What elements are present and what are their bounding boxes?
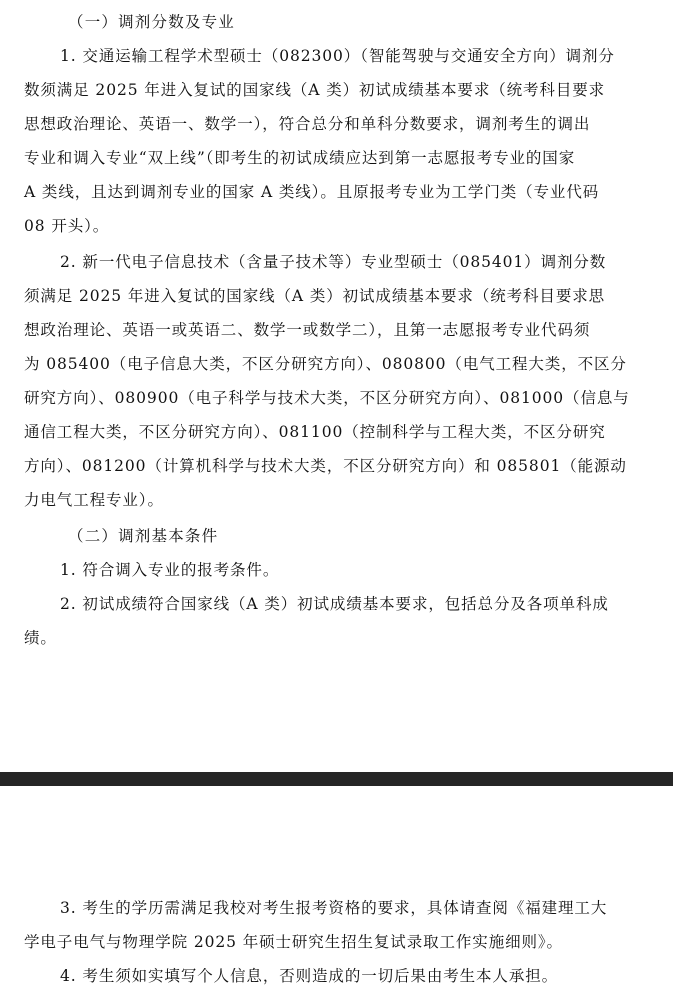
paragraph-line: 数须满足 2025 年进入复试的国家线（A 类）初试成绩基本要求（统考科目要求 xyxy=(24,81,606,99)
paragraph-line: 想政治理论、英语一或英语二、数学一或数学二），且第一志愿报考专业代码须 xyxy=(24,321,591,339)
page-separator xyxy=(0,772,673,786)
paragraph-line: 4. 考生须如实填写个人信息，否则造成的一切后果由考生本人承担。 xyxy=(60,967,559,985)
paragraph-line: 须满足 2025 年进入复试的国家线（A 类）初试成绩基本要求（统考科目要求思 xyxy=(24,287,606,305)
paragraph-line: 方向）、081200（计算机科学与技术大类，不区分研究方向）和 085801（能源动 xyxy=(24,457,627,475)
document-page-bottom xyxy=(0,786,673,1003)
paragraph-line: 1. 交通运输工程学术型硕士（082300）（智能驾驶与交通安全方向）调剂分 xyxy=(60,47,615,65)
paragraph-line: 08 开头）。 xyxy=(24,217,110,235)
section-heading-basic-conditions: （二）调剂基本条件 xyxy=(68,527,219,545)
paragraph-line: 为 085400（电子信息大类，不区分研究方向）、080800（电气工程大类，不区分 xyxy=(24,355,627,373)
paragraph-line: 学电子电气与物理学院 2025 年硕士研究生招生复试录取工作实施细则》。 xyxy=(24,933,563,951)
paragraph-line: 2. 新一代电子信息技术（含量子技术等）专业型硕士（085401）调剂分数 xyxy=(60,253,607,271)
paragraph-line: A 类线，且达到调剂专业的国家 A 类线）。且原报考专业为工学门类（专业代码 xyxy=(24,183,600,201)
paragraph-line: 研究方向）、080900（电子科学与技术大类，不区分研究方向）、081000（信息与 xyxy=(24,389,630,407)
paragraph-line: 专业和调入专业“双上线”（即考生的初试成绩应达到第一志愿报考专业的国家 xyxy=(24,149,576,167)
paragraph-line: 通信工程大类，不区分研究方向）、081100（控制科学与工程大类，不区分研究 xyxy=(24,423,606,441)
paragraph-line: 绩。 xyxy=(24,629,57,647)
paragraph-line: 3. 考生的学历需满足我校对考生报考资格的要求，具体请查阅《福建理工大 xyxy=(60,899,608,917)
paragraph-line: 力电气工程专业）。 xyxy=(24,491,164,509)
paragraph-line: 思想政治理论、英语一、数学一），符合总分和单科分数要求，调剂考生的调出 xyxy=(24,115,591,133)
paragraph-line: 1. 符合调入专业的报考条件。 xyxy=(60,561,280,579)
section-heading-adjustment-scores: （一）调剂分数及专业 xyxy=(68,13,236,31)
paragraph-line: 2. 初试成绩符合国家线（A 类）初试成绩基本要求，包括总分及各项单科成 xyxy=(60,595,609,613)
